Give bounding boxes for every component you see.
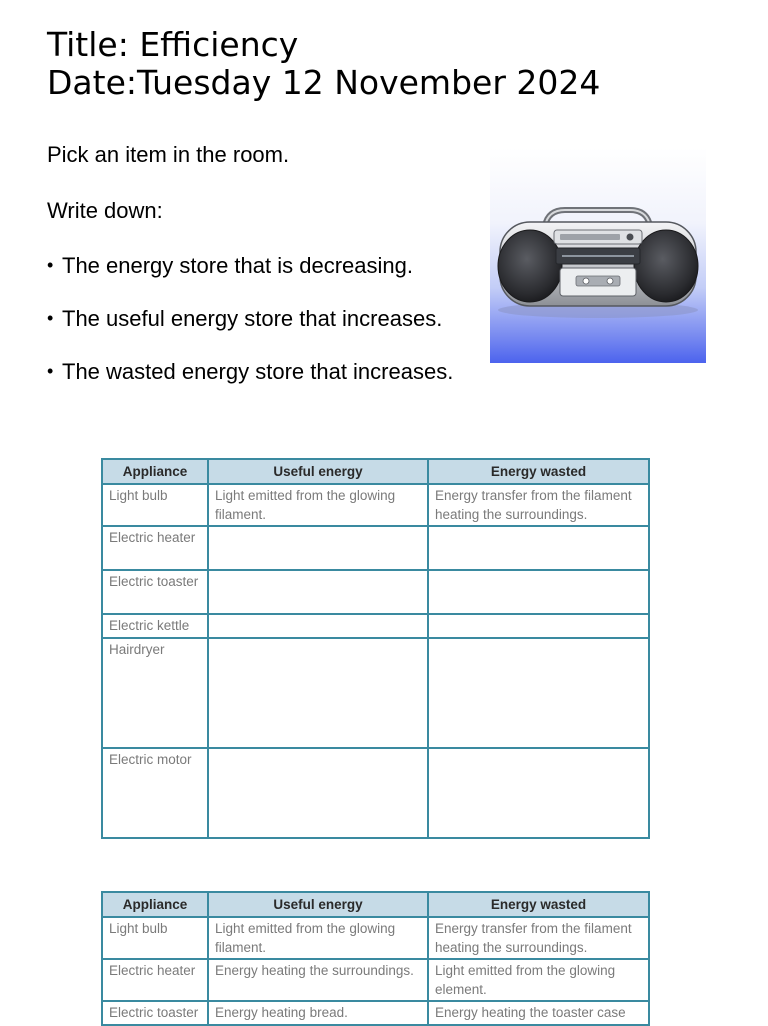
appliance-cell: Electric heater [102, 959, 208, 1001]
appliance-cell: Electric toaster [102, 570, 208, 614]
header-energy-wasted: Energy wasted [428, 459, 649, 484]
header-useful-energy: Useful energy [208, 459, 428, 484]
table-row [102, 638, 649, 748]
table-row [102, 526, 649, 570]
appliance-cell: Electric heater [102, 526, 208, 570]
appliance-cell: Light bulb [102, 917, 208, 959]
table-row [102, 570, 649, 614]
appliance-cell: Electric motor [102, 748, 208, 838]
bullet-text: The energy store that is decreasing. [62, 253, 413, 278]
radio-illustration [490, 148, 706, 363]
energy-wasted-cell: Energy transfer from the filament heating the surroundings. [428, 917, 649, 959]
useful-energy-cell: Energy heating the surroundings. [208, 959, 428, 1001]
table-row [102, 1001, 649, 1025]
bullet-icon: • [47, 255, 54, 275]
useful-energy-cell [208, 614, 428, 638]
energy-wasted-cell [428, 614, 649, 638]
header-appliance: Appliance [102, 459, 208, 484]
useful-energy-cell [208, 570, 428, 614]
energy-wasted-cell [428, 526, 649, 570]
bullet-text: The wasted energy store that increases. [62, 359, 454, 384]
appliance-cell: Electric kettle [102, 614, 208, 638]
table-header-row [102, 459, 649, 484]
answer-table [101, 891, 650, 1026]
bullet-text: The useful energy store that increases. [62, 306, 443, 331]
title-line: Title: Efficiency [47, 25, 299, 64]
table-header-row [102, 892, 649, 917]
useful-energy-cell [208, 526, 428, 570]
table-row [102, 748, 649, 838]
page-title [47, 26, 600, 102]
bullet-item [47, 305, 442, 332]
instruction-write: Write down: [47, 198, 163, 223]
bullet-item [47, 252, 413, 279]
energy-wasted-cell [428, 748, 649, 838]
energy-wasted-cell [428, 638, 649, 748]
date-line: Date:Tuesday 12 November 2024 [47, 63, 601, 102]
table-row [102, 917, 649, 959]
useful-energy-cell [208, 748, 428, 838]
useful-energy-cell [208, 638, 428, 748]
table-row [102, 484, 649, 526]
appliance-cell: Electric toaster [102, 1001, 208, 1025]
energy-wasted-cell: Energy transfer from the filament heating the surroundings. [428, 484, 649, 526]
header-useful-energy: Useful energy [208, 892, 428, 917]
table-row [102, 959, 649, 1001]
header-appliance: Appliance [102, 892, 208, 917]
energy-wasted-cell: Light emitted from the glowing element. [428, 959, 649, 1001]
bullet-icon: • [47, 308, 54, 328]
appliance-cell: Hairdryer [102, 638, 208, 748]
appliance-cell: Light bulb [102, 484, 208, 526]
instruction-pick: Pick an item in the room. [47, 142, 290, 167]
radio-cassette-image [490, 148, 706, 363]
useful-energy-cell: Energy heating bread. [208, 1001, 428, 1025]
energy-wasted-cell [428, 570, 649, 614]
bullet-icon: • [47, 361, 54, 381]
energy-wasted-cell: Energy heating the toaster case [428, 1001, 649, 1025]
header-energy-wasted: Energy wasted [428, 892, 649, 917]
bullet-item [47, 358, 453, 385]
worksheet-table [101, 458, 650, 839]
useful-energy-cell: Light emitted from the glowing filament. [208, 484, 428, 526]
useful-energy-cell: Light emitted from the glowing filament. [208, 917, 428, 959]
table-row [102, 614, 649, 638]
